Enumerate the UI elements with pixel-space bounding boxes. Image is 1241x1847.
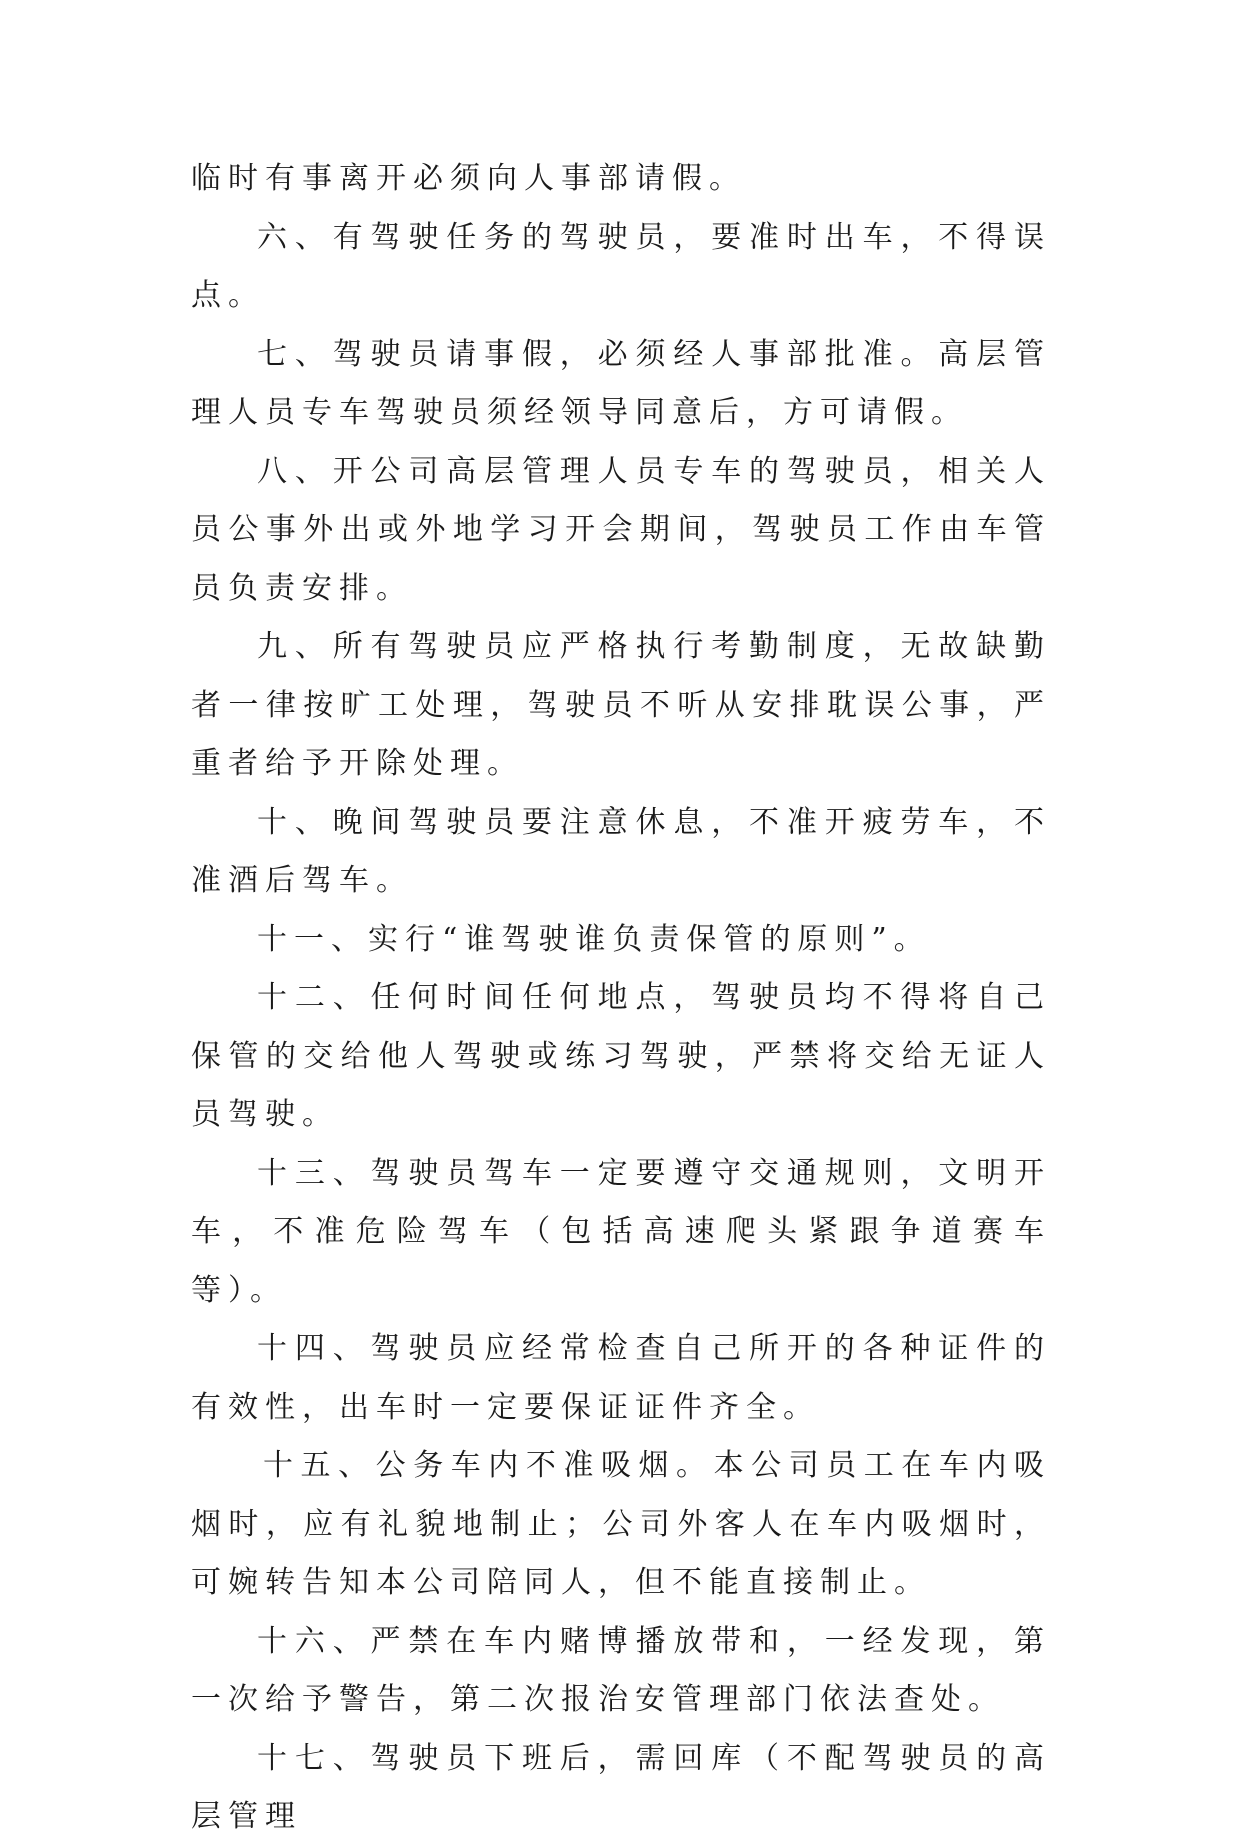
paragraph-rule-16: 十六、严禁在车内赌博播放带和，一经发现，第一次给予警告，第二次报治安管理部门依法查处。: [191, 1623, 1051, 1717]
paragraph-continuation: 临时有事离开必须向人事部请假。: [191, 161, 746, 196]
document-body: [191, 150, 1051, 1847]
paragraph-rule-7: 七、驾驶员请事假，必须经人事部批准。高层管理人员专车驾驶员须经领导同意后，方可请假。: [191, 336, 1051, 430]
paragraph-rule-14: 十四、驾驶员应经常检查自己所开的各种证件的有效性，出车时一定要保证证件齐全。: [191, 1331, 1051, 1425]
paragraph-rule-17: 十七、驾驶员下班后，需回库（不配驾驶员的高层管理: [191, 1740, 1051, 1834]
paragraph-rule-10: 十、晚间驾驶员要注意休息，不准开疲劳车，不准酒后驾车。: [191, 804, 1051, 898]
paragraph-rule-8: 八、开公司高层管理人员专车的驾驶员，相关人员公事外出或外地学习开会期间，驾驶员工作由车管员负责安排。: [191, 453, 1051, 606]
paragraph-rule-15: 十五、公务车内不准吸烟。本公司员工在车内吸烟时，应有礼貌地制止；公司外客人在车内吸烟时，可婉转告知本公司陪同人，但不能直接制止。: [191, 1448, 1051, 1600]
paragraph-rule-6: 六、有驾驶任务的驾驶员，要准时出车，不得误点。: [191, 219, 1051, 313]
paragraph-rule-9: 九、所有驾驶员应严格执行考勤制度，无故缺勤者一律按旷工处理，驾驶员不听从安排耽误公事，严重者给予开除处理。: [191, 629, 1051, 781]
paragraph-rule-11: 十一、实行“谁驾驶谁负责保管的原则”。: [257, 921, 931, 957]
paragraph-rule-13: 十三、驾驶员驾车一定要遵守交通规则，文明开车，不准危险驾车（包括高速爬头紧跟争道赛车等）。: [191, 1155, 1051, 1308]
paragraph-rule-12: 十二、任何时间任何地点，驾驶员均不得将自己保管的交给他人驾驶或练习驾驶，严禁将交给无证人员驾驶。: [191, 980, 1051, 1132]
